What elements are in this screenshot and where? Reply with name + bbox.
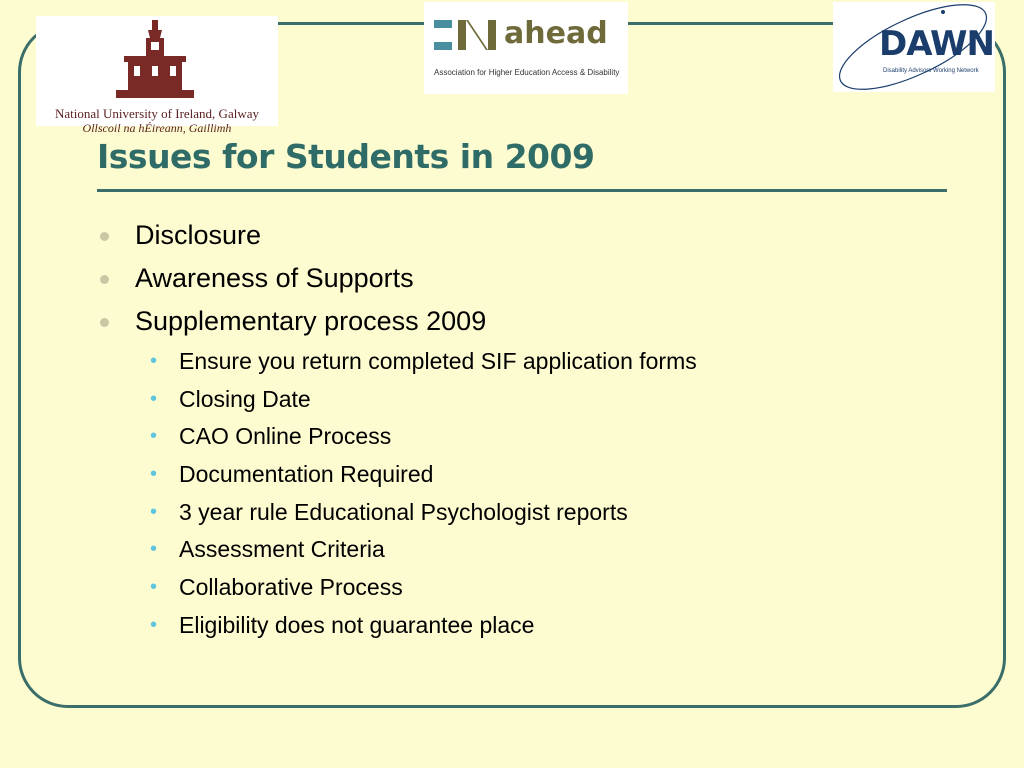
list-item [100, 257, 486, 300]
bullet-list [100, 214, 486, 343]
sub-bullet-icon: • [150, 613, 158, 636]
nuig-crest-icon [36, 16, 278, 108]
list-item [100, 214, 486, 257]
bullet-dot-icon [100, 232, 109, 241]
sub-list-item [150, 494, 697, 532]
sub-list-item [150, 569, 697, 607]
sub-list-item-label: Documentation Required [179, 461, 434, 488]
list-item-label: Disclosure [135, 220, 262, 250]
nuig-name: National University of Ireland, Galway [55, 106, 259, 121]
sub-list-item [150, 343, 697, 381]
sub-list-item-label: Eligibility does not guarantee place [179, 611, 535, 638]
ahead-wordmark: ahead [504, 16, 608, 51]
sub-bullet-list [150, 343, 697, 645]
list-item [100, 300, 486, 343]
sub-list-item-label: 3 year rule Educational Psychologist reports [179, 498, 628, 525]
sub-bullet-icon: • [150, 538, 158, 561]
sub-bullet-icon: • [150, 425, 158, 448]
bullet-dot-icon [100, 318, 109, 327]
sub-list-item-label: Assessment Criteria [179, 536, 385, 563]
ahead-mark-icon [434, 16, 504, 66]
sub-bullet-icon: • [150, 500, 158, 523]
bullet-dot-icon [100, 275, 109, 284]
list-item-label: Supplementary process 2009 [135, 306, 487, 336]
dawn-wordmark: DAWN [879, 24, 994, 64]
sub-list-item [150, 531, 697, 569]
title-divider [97, 189, 947, 192]
dawn-tagline: Disability Advisors Working Network [883, 68, 979, 74]
nuig-logo [36, 16, 278, 135]
sub-list-item-label: Collaborative Process [179, 574, 403, 601]
ahead-tagline: Association for Higher Education Access & Disability [434, 68, 620, 77]
slide-title: Issues for Students in 2009 [97, 137, 595, 176]
sub-list-item [150, 381, 697, 419]
list-item-label: Awareness of Supports [135, 263, 414, 293]
sub-bullet-icon: • [150, 463, 158, 486]
sub-list-item [150, 607, 697, 645]
sub-list-item-label: CAO Online Process [179, 423, 392, 450]
sub-bullet-icon: • [150, 350, 158, 372]
nuig-name-irish: Ollscoil na hÉireann, Gaillimh [82, 121, 232, 135]
sub-list-item-label: Closing Date [179, 385, 311, 412]
sub-bullet-icon: • [150, 387, 158, 410]
sub-list-item-label: Ensure you return completed SIF application forms [179, 348, 697, 374]
ahead-logo [424, 2, 628, 94]
sub-list-item [150, 418, 697, 456]
sub-bullet-icon: • [150, 576, 158, 599]
sub-list-item [150, 456, 697, 494]
dawn-logo [833, 2, 995, 92]
